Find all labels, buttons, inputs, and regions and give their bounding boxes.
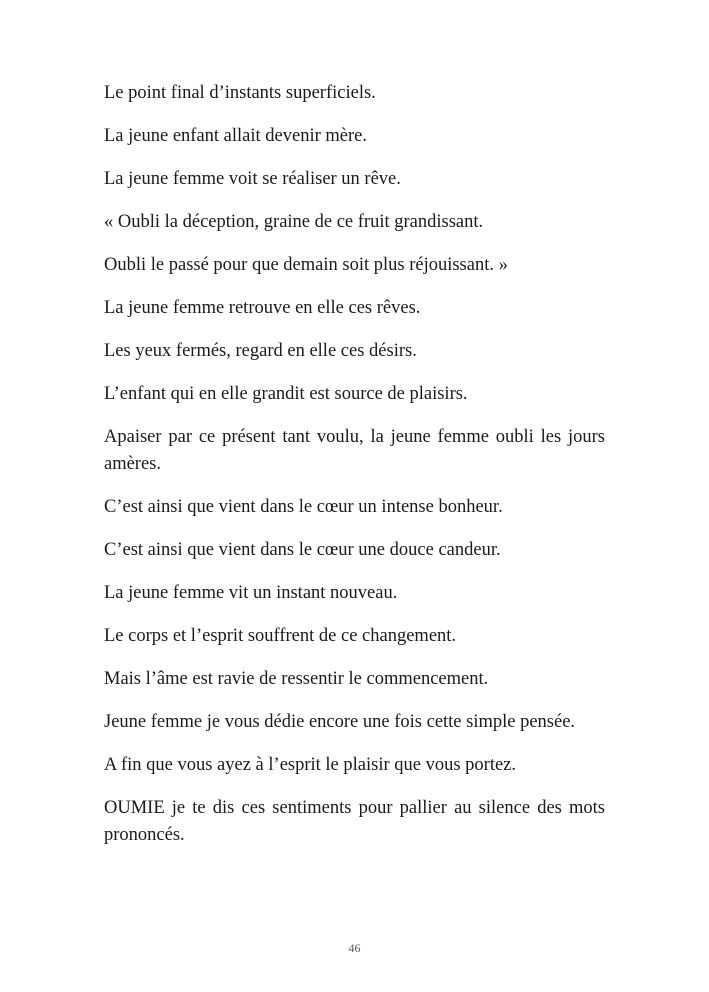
poem-line: C’est ainsi que vient dans le cœur un intense bonheur.	[104, 497, 503, 517]
poem-body	[104, 80, 605, 865]
poem-line: La jeune femme voit se réaliser un rêve.	[104, 169, 401, 189]
poem-line: La jeune femme vit un instant nouveau.	[104, 583, 398, 603]
poem-line: OUMIE je te dis ces sentiments pour pallier au silence des mots prononcés.	[104, 798, 605, 845]
poem-line: Jeune femme je vous dédie encore une fois cette simple pensée.	[104, 712, 576, 732]
poem-line: La jeune enfant allait devenir mère.	[104, 126, 367, 146]
poem-line: Le point final d’instants superficiels.	[104, 83, 376, 103]
poem-line: Oubli le passé pour que demain soit plus réjouissant. »	[104, 255, 508, 275]
poem-line: A fin que vous ayez à l’esprit le plaisir que vous portez.	[104, 755, 517, 775]
poem-line: C’est ainsi que vient dans le cœur une douce candeur.	[104, 540, 501, 560]
poem-line: Les yeux fermés, regard en elle ces désirs.	[104, 341, 417, 361]
poem-line: Le corps et l’esprit souffrent de ce changement.	[104, 626, 457, 646]
poem-line: La jeune femme retrouve en elle ces rêves.	[104, 298, 421, 318]
poem-line: Apaiser par ce présent tant voulu, la jeune femme oubli les jours amères.	[104, 427, 605, 474]
page-number: 46	[348, 941, 361, 955]
poem-line: Mais l’âme est ravie de ressentir le commencement.	[104, 669, 489, 689]
poem-line: L’enfant qui en elle grandit est source de plaisirs.	[104, 384, 468, 404]
poem-line: « Oubli la déception, graine de ce fruit grandissant.	[104, 212, 484, 232]
